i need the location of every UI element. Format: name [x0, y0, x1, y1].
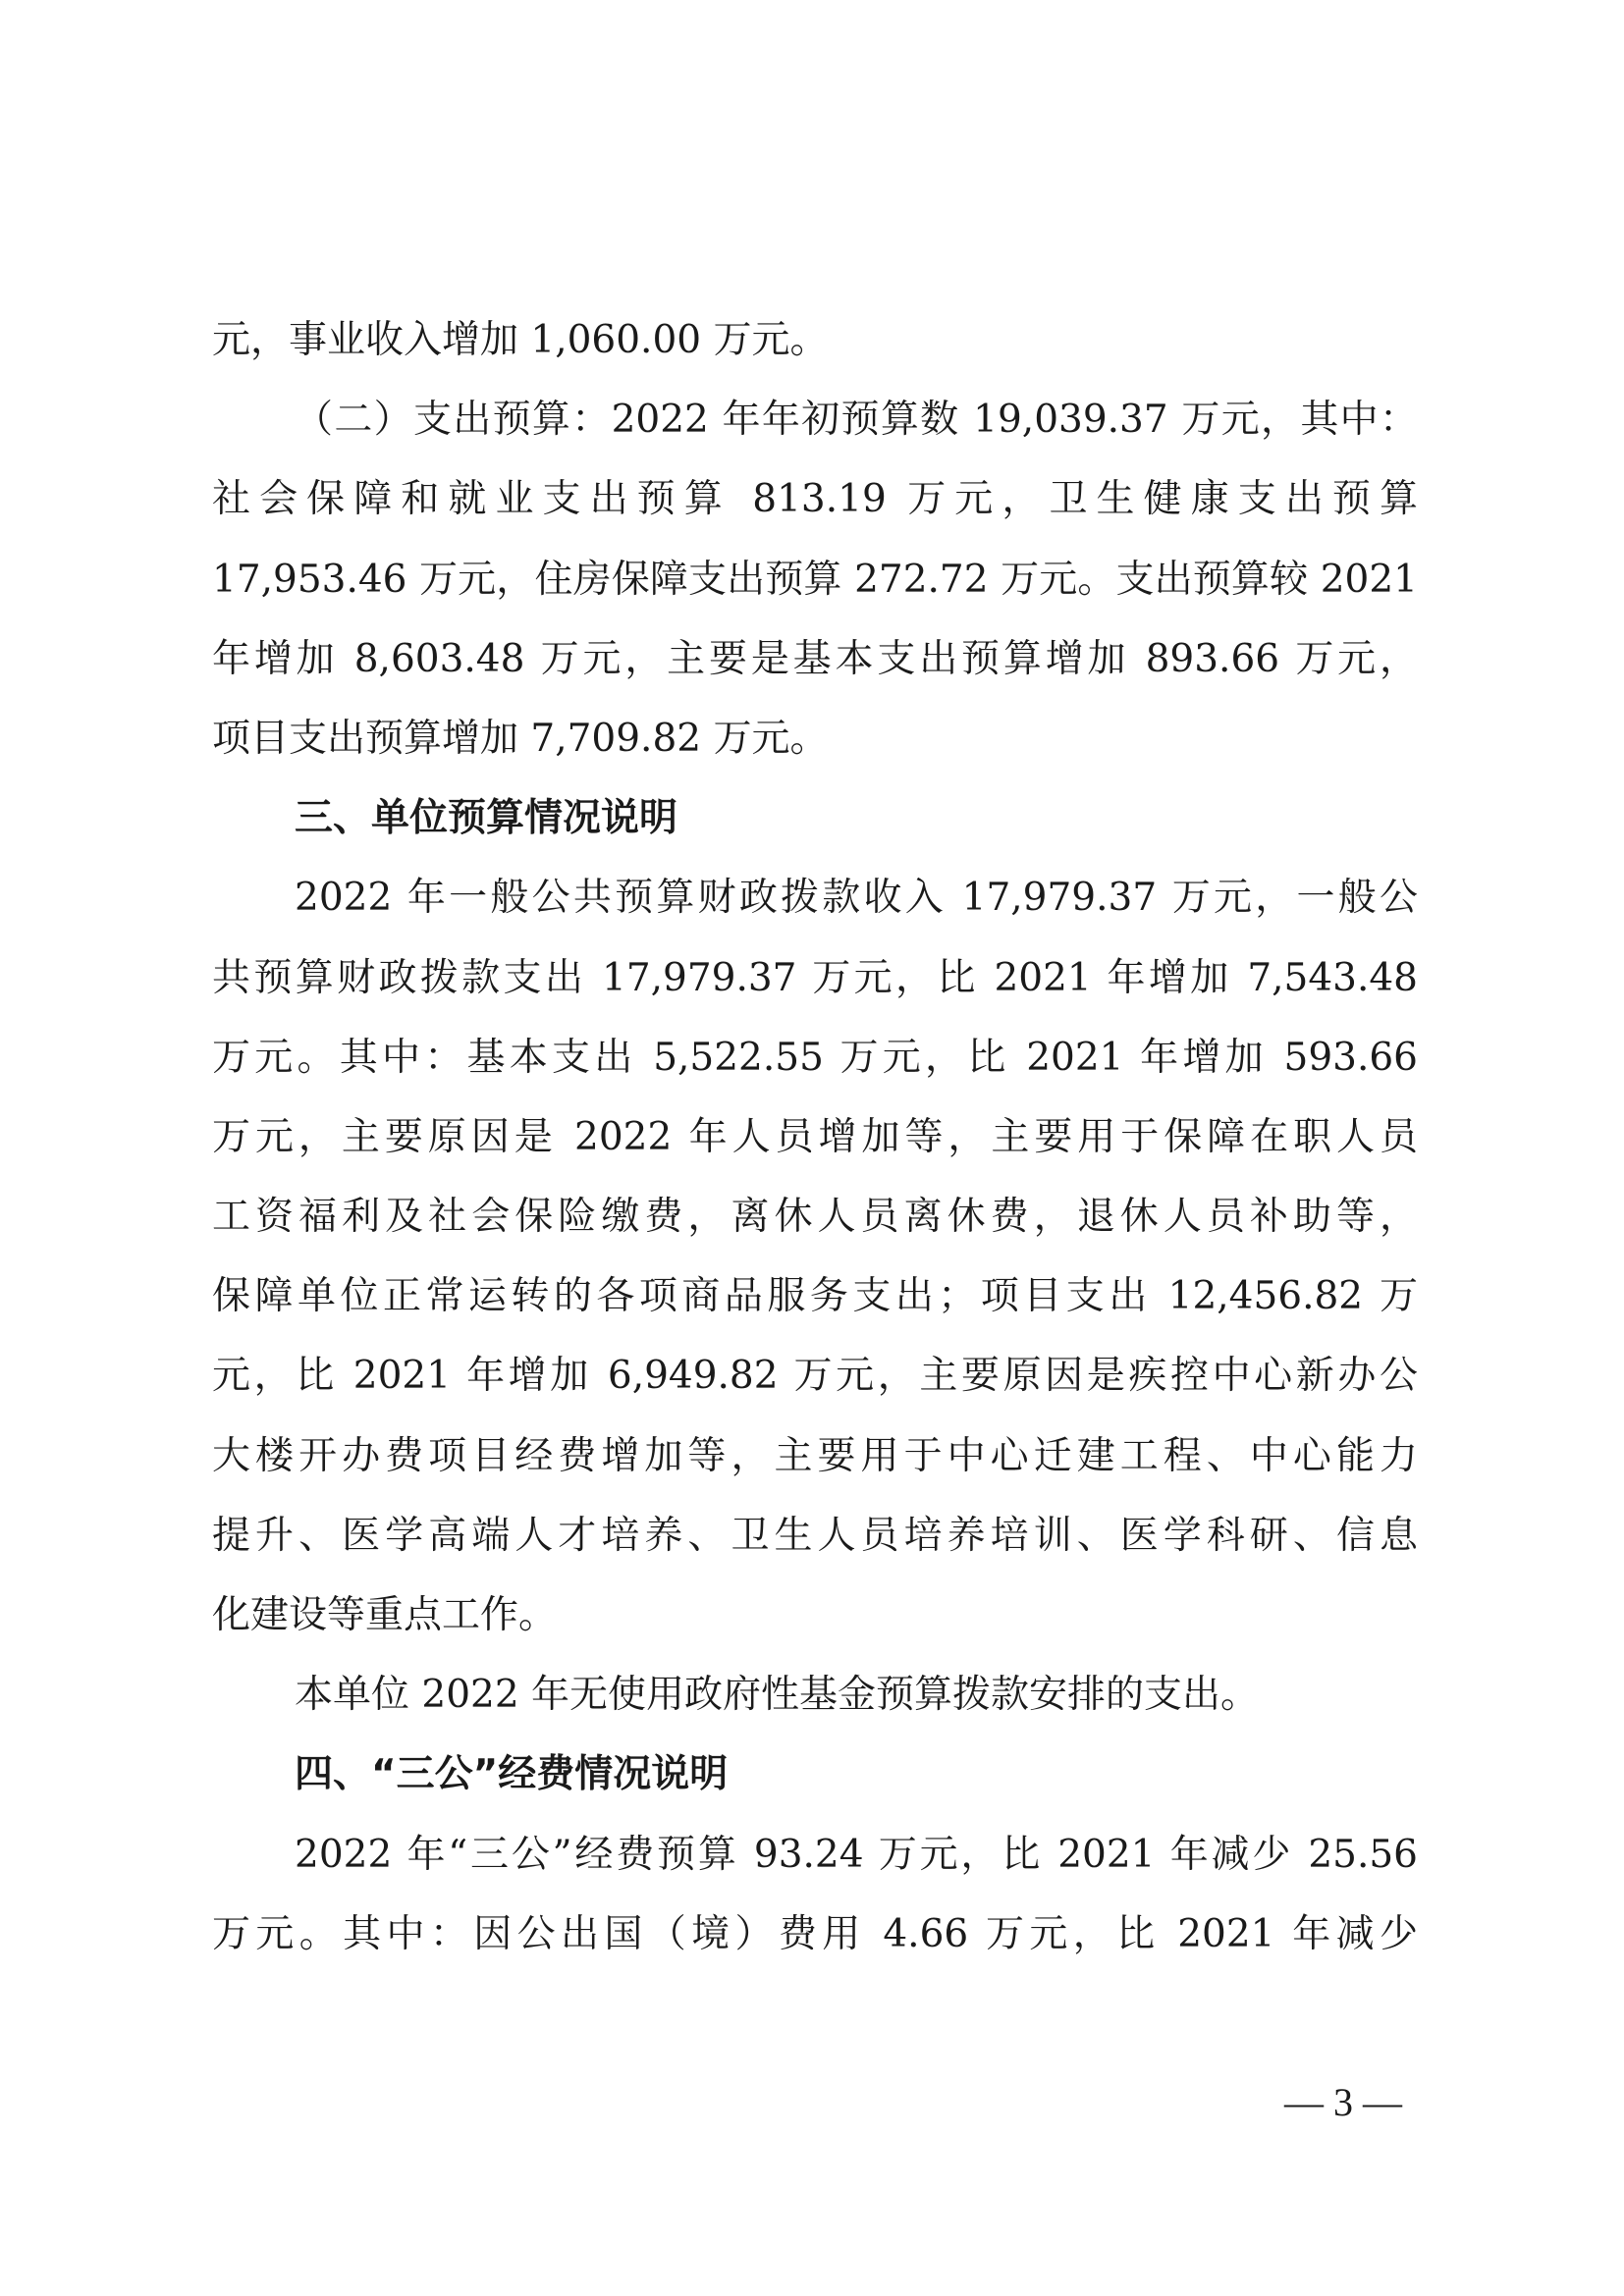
paragraph-line: （二）支出预算：2022 年年初预算数 19,039.37 万元，其中： — [295, 398, 1418, 443]
paragraph-line: 共预算财政拨款支出 17,979.37 万元，比 2021 年增加 7,543.48 — [212, 955, 1418, 1000]
page-number: — 3 — — [1284, 2080, 1402, 2124]
paragraph-line: 年增加 8,603.48 万元，主要是基本支出预算增加 893.66 万元， — [212, 636, 1418, 681]
paragraph-line: 工资福利及社会保险缴费，离休人员离休费，退休人员补助等， — [212, 1195, 1418, 1240]
section-heading-three-public-funds: 四、“三公”经费情况说明 — [295, 1752, 729, 1797]
paragraph-line: 2022 年“三公”经费预算 93.24 万元，比 2021 年减少 25.56 — [295, 1832, 1418, 1877]
paragraph-line: 社会保障和就业支出预算 813.19 万元，卫生健康支出预算 — [212, 477, 1418, 522]
paragraph-line: 项目支出预算增加 7,709.82 万元。 — [212, 716, 829, 761]
section-heading-unit-budget: 三、单位预算情况说明 — [295, 796, 678, 841]
paragraph-line: 保障单位正常运转的各项商品服务支出；项目支出 12,456.82 万 — [212, 1274, 1418, 1319]
paragraph-line: 本单位 2022 年无使用政府性基金预算拨款安排的支出。 — [295, 1673, 1260, 1718]
paragraph-line: 元，比 2021 年增加 6,949.82 万元，主要原因是疾控中心新办公 — [212, 1354, 1418, 1399]
paragraph-line: 万元，主要原因是 2022 年人员增加等，主要用于保障在职人员 — [212, 1114, 1418, 1159]
paragraph-line: 万元。其中：因公出国（境）费用 4.66 万元，比 2021 年减少 — [212, 1911, 1418, 1956]
paragraph-line: 大楼开办费项目经费增加等，主要用于中心迁建工程、中心能力 — [212, 1433, 1418, 1478]
body-text — [212, 300, 1418, 1974]
paragraph-line: 提升、医学高端人才培养、卫生人员培养培训、医学科研、信息 — [212, 1513, 1418, 1558]
paragraph-line: 化建设等重点工作。 — [212, 1593, 558, 1637]
paragraph-line: 万元。其中：基本支出 5,522.55 万元，比 2021 年增加 593.66 — [212, 1035, 1418, 1080]
paragraph-line: 元，事业收入增加 1,060.00 万元。 — [212, 318, 829, 362]
paragraph-line: 2022 年一般公共预算财政拨款收入 17,979.37 万元，一般公 — [295, 876, 1418, 921]
paragraph-line: 17,953.46 万元，住房保障支出预算 272.72 万元。支出预算较 2021 — [212, 557, 1418, 602]
